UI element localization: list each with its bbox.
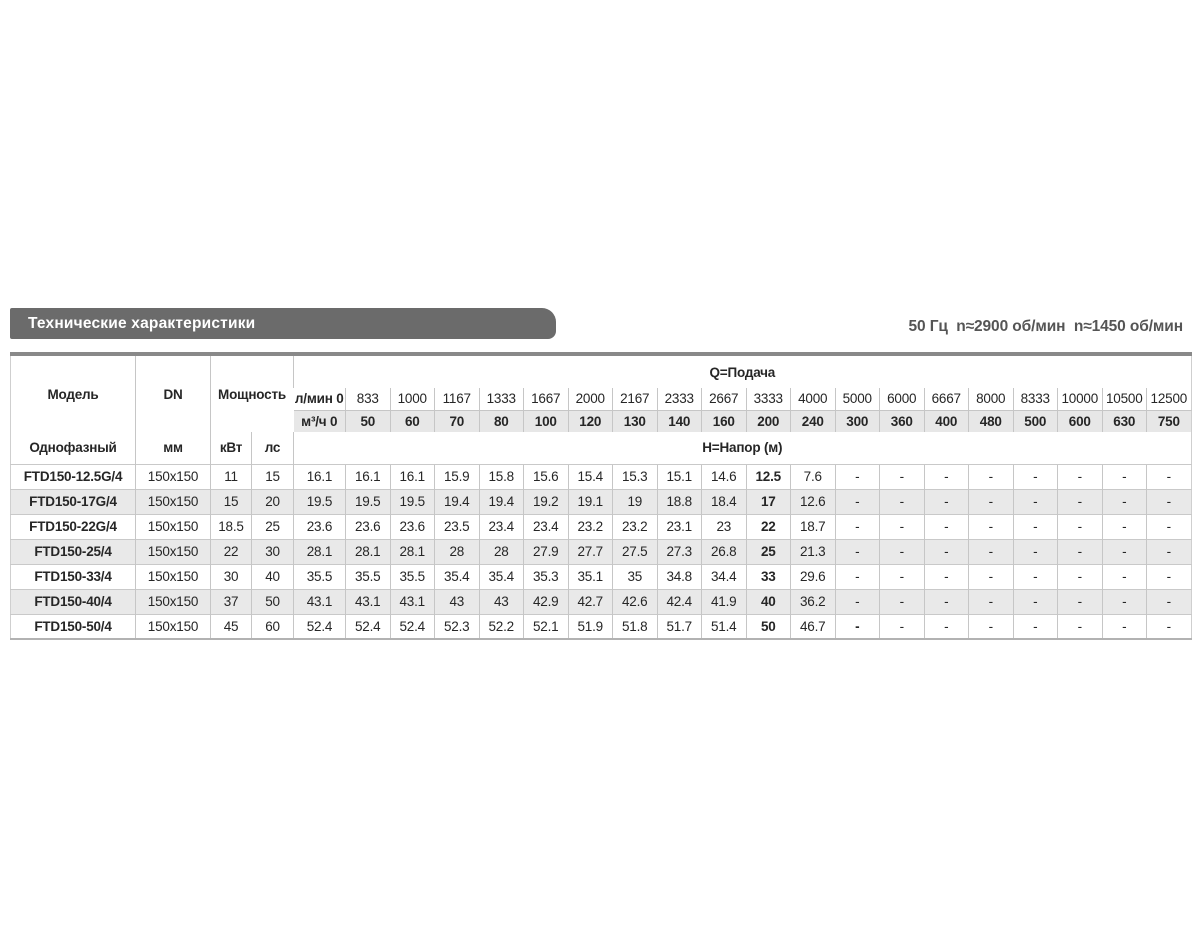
head-value: 27.5 [613, 539, 658, 564]
flow-lmin-value: 6000 [880, 388, 925, 410]
head-value: 28.1 [346, 539, 391, 564]
dn-value: 150x150 [136, 489, 211, 514]
head-value: 52.2 [479, 614, 524, 639]
head-value: - [969, 489, 1014, 514]
head-group-title: H=Напор (м) [294, 432, 1192, 464]
head-value: - [1058, 614, 1103, 639]
power-kw-value: 37 [211, 589, 252, 614]
flow-group-title: Q=Подача [294, 354, 1192, 388]
flow-lmin-value: 1667 [524, 388, 569, 410]
head-value: 42.6 [613, 589, 658, 614]
head-value: 41.9 [702, 589, 747, 614]
head-value: - [835, 514, 880, 539]
head-value: 28 [479, 539, 524, 564]
head-value: 15.1 [657, 464, 702, 489]
table-row [11, 464, 1192, 489]
head-value: 16.1 [390, 464, 435, 489]
head-value: 51.4 [702, 614, 747, 639]
dn-value: 150x150 [136, 539, 211, 564]
head-value: 18.8 [657, 489, 702, 514]
head-value: - [835, 539, 880, 564]
power-hp-value: 60 [252, 614, 294, 639]
head-value: - [1058, 489, 1103, 514]
head-value: 19.5 [390, 489, 435, 514]
power-kw-value: 30 [211, 564, 252, 589]
flow-m3h-value: 750 [1147, 410, 1192, 432]
head-value: - [969, 589, 1014, 614]
head-value: - [1102, 539, 1147, 564]
power-kw-value: 45 [211, 614, 252, 639]
head-value: 27.9 [524, 539, 569, 564]
model-name: FTD150-33/4 [11, 564, 136, 589]
head-value: 52.4 [390, 614, 435, 639]
head-value: - [1102, 464, 1147, 489]
head-value: - [835, 589, 880, 614]
flow-m3h-label: м³/ч 0 [294, 410, 346, 432]
flow-m3h-value: 360 [880, 410, 925, 432]
head-value: 52.4 [346, 614, 391, 639]
head-value: - [969, 564, 1014, 589]
head-value: - [1058, 589, 1103, 614]
dn-value: 150x150 [136, 614, 211, 639]
model-name: FTD150-40/4 [11, 589, 136, 614]
head-value: 35.3 [524, 564, 569, 589]
head-value: - [924, 464, 969, 489]
flow-m3h-value: 240 [791, 410, 836, 432]
head-value: 23.4 [479, 514, 524, 539]
power-hp-value: 20 [252, 489, 294, 514]
head-value: 36.2 [791, 589, 836, 614]
power-hp-value: 25 [252, 514, 294, 539]
head-value: 12.5 [746, 464, 791, 489]
head-value: 51.8 [613, 614, 658, 639]
head-value: - [924, 614, 969, 639]
head-value: - [880, 464, 925, 489]
head-value: 27.7 [568, 539, 613, 564]
flow-lmin-value: 2333 [657, 388, 702, 410]
head-value: - [1058, 564, 1103, 589]
head-value: 17 [746, 489, 791, 514]
head-value: 22 [746, 514, 791, 539]
flow-lmin-value: 4000 [791, 388, 836, 410]
head-value: 35.5 [390, 564, 435, 589]
head-value: - [1058, 464, 1103, 489]
head-value: 23.5 [435, 514, 480, 539]
head-value: - [835, 564, 880, 589]
column-header-model: Модель [47, 386, 99, 402]
head-value: - [1013, 514, 1058, 539]
table-row [11, 589, 1192, 614]
head-value: - [924, 514, 969, 539]
head-value: 52.1 [524, 614, 569, 639]
flow-lmin-value: 833 [346, 388, 391, 410]
head-value: 51.9 [568, 614, 613, 639]
head-value: - [880, 614, 925, 639]
head-value: - [1102, 489, 1147, 514]
flow-m3h-value: 600 [1058, 410, 1103, 432]
flow-lmin-value: 2667 [702, 388, 747, 410]
flow-m3h-value: 500 [1013, 410, 1058, 432]
head-value: 15.9 [435, 464, 480, 489]
table-row [11, 539, 1192, 564]
head-value: 35.5 [294, 564, 346, 589]
head-value: 19.4 [479, 489, 524, 514]
dn-value: 150x150 [136, 589, 211, 614]
head-value: 43 [435, 589, 480, 614]
head-value: 52.3 [435, 614, 480, 639]
column-header-dn: DN [136, 354, 211, 432]
flow-lmin-value: 1000 [390, 388, 435, 410]
head-value: - [1058, 539, 1103, 564]
head-value: 23.4 [524, 514, 569, 539]
table-row [11, 432, 1192, 464]
head-value: - [835, 614, 880, 639]
head-value: 23.1 [657, 514, 702, 539]
power-kw-value: 18.5 [211, 514, 252, 539]
head-value: - [1013, 589, 1058, 614]
head-value: 15.8 [479, 464, 524, 489]
model-name: FTD150-22G/4 [11, 514, 136, 539]
model-name: FTD150-25/4 [11, 539, 136, 564]
head-value: - [1147, 514, 1192, 539]
head-value: - [1147, 589, 1192, 614]
power-hp-value: 30 [252, 539, 294, 564]
head-value: 27.3 [657, 539, 702, 564]
head-value: 18.7 [791, 514, 836, 539]
head-value: - [969, 539, 1014, 564]
flow-m3h-value: 60 [390, 410, 435, 432]
flow-lmin-value: 6667 [924, 388, 969, 410]
head-value: 12.6 [791, 489, 836, 514]
dn-value: 150x150 [136, 564, 211, 589]
flow-m3h-value: 120 [568, 410, 613, 432]
power-kw-value: 22 [211, 539, 252, 564]
head-value: - [1013, 539, 1058, 564]
head-value: - [880, 514, 925, 539]
dn-value: 150x150 [136, 514, 211, 539]
section-title-banner [10, 308, 556, 339]
table-row [11, 489, 1192, 514]
head-value: - [924, 589, 969, 614]
table-row [11, 614, 1192, 639]
head-value: - [924, 564, 969, 589]
flow-m3h-value: 140 [657, 410, 702, 432]
flow-m3h-value: 130 [613, 410, 658, 432]
head-value: 43 [479, 589, 524, 614]
flow-lmin-value: 8000 [969, 388, 1014, 410]
flow-m3h-value: 480 [969, 410, 1014, 432]
head-value: - [1013, 564, 1058, 589]
head-value: 23.2 [568, 514, 613, 539]
head-value: 43.1 [294, 589, 346, 614]
head-value: 42.7 [568, 589, 613, 614]
flow-lmin-value: 2000 [568, 388, 613, 410]
flow-m3h-value: 70 [435, 410, 480, 432]
model-name: FTD150-12.5G/4 [11, 464, 136, 489]
column-header-phase: Однофазный [29, 440, 117, 456]
flow-m3h-value: 160 [702, 410, 747, 432]
head-value: - [1147, 464, 1192, 489]
head-value: - [924, 489, 969, 514]
head-value: - [1058, 514, 1103, 539]
head-value: 28 [435, 539, 480, 564]
head-value: 14.6 [702, 464, 747, 489]
head-value: - [1013, 464, 1058, 489]
flow-m3h-value: 630 [1102, 410, 1147, 432]
power-kw-value: 11 [211, 464, 252, 489]
flow-m3h-value: 400 [924, 410, 969, 432]
column-header-dn-unit: мм [136, 432, 211, 464]
head-value: 25 [746, 539, 791, 564]
head-value: 16.1 [294, 464, 346, 489]
head-value: 43.1 [346, 589, 391, 614]
head-value: 46.7 [791, 614, 836, 639]
flow-lmin-value: 1167 [435, 388, 480, 410]
head-value: 23.6 [346, 514, 391, 539]
head-value: 33 [746, 564, 791, 589]
flow-lmin-label: л/мин 0 [294, 391, 344, 407]
head-value: - [1147, 564, 1192, 589]
head-value: - [835, 489, 880, 514]
head-value: 21.3 [791, 539, 836, 564]
head-value: 23 [702, 514, 747, 539]
flow-lmin-value: 5000 [835, 388, 880, 410]
head-value: 35 [613, 564, 658, 589]
head-value: 35.4 [435, 564, 480, 589]
head-value: - [1147, 614, 1192, 639]
head-value: 42.4 [657, 589, 702, 614]
head-value: 40 [746, 589, 791, 614]
head-value: - [1102, 614, 1147, 639]
head-value: 19.5 [346, 489, 391, 514]
flow-m3h-value: 200 [746, 410, 791, 432]
head-value: - [1147, 539, 1192, 564]
head-value: - [880, 489, 925, 514]
flow-lmin-value: 10000 [1058, 388, 1103, 410]
head-value: 15.4 [568, 464, 613, 489]
head-value: 28.1 [294, 539, 346, 564]
head-value: 29.6 [791, 564, 836, 589]
head-value: - [1102, 564, 1147, 589]
head-value: 35.4 [479, 564, 524, 589]
flow-m3h-value: 100 [524, 410, 569, 432]
power-hp-value: 40 [252, 564, 294, 589]
head-value: 18.4 [702, 489, 747, 514]
model-name: FTD150-17G/4 [11, 489, 136, 514]
column-header-power: Мощность [211, 354, 294, 432]
head-value: - [1013, 614, 1058, 639]
head-value: 19.4 [435, 489, 480, 514]
flow-lmin-value: 8333 [1013, 388, 1058, 410]
head-value: 19.5 [294, 489, 346, 514]
head-value: 50 [746, 614, 791, 639]
frequency-rpm-note: 50 Гц n≈2900 об/мин n≈1450 об/мин [908, 318, 1183, 335]
flow-lmin-value: 12500 [1147, 388, 1192, 410]
section-title: Технические характеристики [28, 314, 256, 332]
head-value: 19 [613, 489, 658, 514]
head-value: 34.4 [702, 564, 747, 589]
head-value: - [880, 589, 925, 614]
head-value: - [835, 464, 880, 489]
head-value: 16.1 [346, 464, 391, 489]
power-kw-value: 15 [211, 489, 252, 514]
flow-lmin-value: 10500 [1102, 388, 1147, 410]
head-value: 52.4 [294, 614, 346, 639]
flow-lmin-value: 3333 [746, 388, 791, 410]
head-value: - [1147, 489, 1192, 514]
power-hp-value: 50 [252, 589, 294, 614]
head-value: 15.3 [613, 464, 658, 489]
head-value: - [969, 614, 1014, 639]
head-value: - [880, 564, 925, 589]
head-value: 35.1 [568, 564, 613, 589]
table-row [11, 514, 1192, 539]
head-value: 42.9 [524, 589, 569, 614]
flow-m3h-value: 80 [479, 410, 524, 432]
head-value: 43.1 [390, 589, 435, 614]
head-value: 34.8 [657, 564, 702, 589]
head-value: - [1102, 514, 1147, 539]
head-value: 26.8 [702, 539, 747, 564]
head-value: 15.6 [524, 464, 569, 489]
head-value: - [969, 514, 1014, 539]
head-value: 23.6 [294, 514, 346, 539]
flow-m3h-value: 300 [835, 410, 880, 432]
head-value: 51.7 [657, 614, 702, 639]
flow-m3h-value: 50 [346, 410, 391, 432]
head-value: - [880, 539, 925, 564]
flow-lmin-value: 2167 [613, 388, 658, 410]
model-name: FTD150-50/4 [11, 614, 136, 639]
dn-value: 150x150 [136, 464, 211, 489]
technical-specs-table [10, 352, 1192, 640]
table-row [11, 564, 1192, 589]
table-row [11, 354, 1192, 388]
head-value: - [1102, 589, 1147, 614]
head-value: 35.5 [346, 564, 391, 589]
head-value: 7.6 [791, 464, 836, 489]
head-value: 23.2 [613, 514, 658, 539]
head-value: 28.1 [390, 539, 435, 564]
head-value: - [924, 539, 969, 564]
head-value: 19.2 [524, 489, 569, 514]
head-value: - [1013, 489, 1058, 514]
head-value: 23.6 [390, 514, 435, 539]
power-hp-value: 15 [252, 464, 294, 489]
flow-lmin-value: 1333 [479, 388, 524, 410]
head-value: - [969, 464, 1014, 489]
column-header-hp: лс [252, 432, 294, 464]
column-header-kw: кВт [211, 432, 252, 464]
head-value: 19.1 [568, 489, 613, 514]
